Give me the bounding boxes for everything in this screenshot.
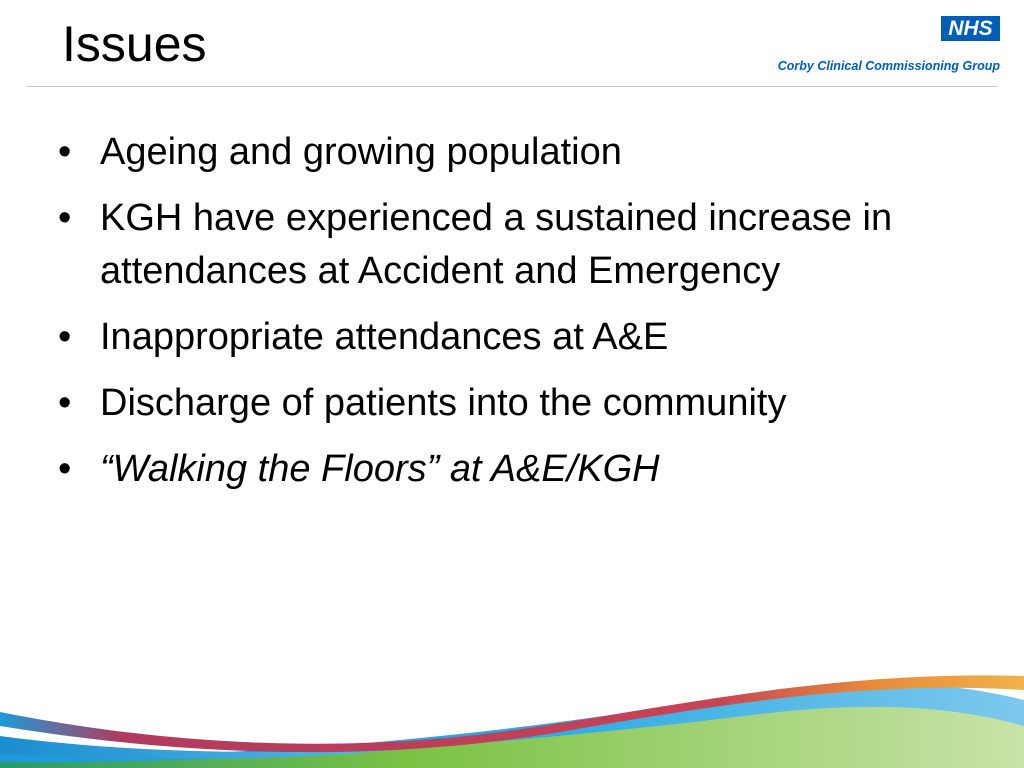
- bullet-list: [58, 126, 958, 509]
- bullet-item: [58, 126, 958, 179]
- bullet-item: [58, 443, 958, 496]
- bullet-text: Discharge of patients into the community: [100, 382, 787, 424]
- title-divider: [26, 86, 998, 87]
- bullet-text: Inappropriate attendances at A&E: [100, 316, 669, 358]
- bullet-icon: •: [58, 382, 72, 424]
- organisation-name: Corby Clinical Commissioning Group: [777, 59, 1000, 73]
- bullet-icon: •: [58, 131, 72, 173]
- bullet-item: [58, 377, 958, 430]
- bullet-item: [58, 311, 958, 364]
- bullet-text: KGH have experienced a sustained increase in attendances at Accident and Emergency: [100, 197, 893, 292]
- bullet-icon: •: [58, 316, 72, 358]
- bullet-text: “Walking the Floors” at A&E/KGH: [100, 448, 660, 490]
- nhs-badge: NHS: [941, 16, 1000, 41]
- slide-title: Issues: [62, 16, 207, 72]
- bullet-icon: •: [58, 197, 72, 239]
- decorative-swoosh: [0, 640, 1024, 768]
- bullet-text: Ageing and growing population: [100, 131, 622, 173]
- nhs-logo: [760, 16, 1000, 78]
- bullet-item: [58, 192, 958, 298]
- bullet-icon: •: [58, 448, 72, 490]
